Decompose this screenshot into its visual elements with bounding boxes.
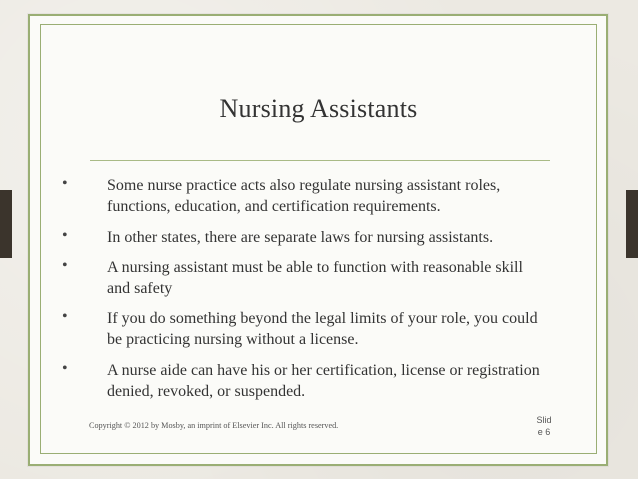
bullet-line: be practicing nursing without a license. [107, 331, 359, 348]
right-edge-tab [626, 190, 638, 258]
slide-number-line: e 6 [537, 427, 551, 437]
bullet-icon: • [62, 175, 68, 192]
bullet-line: functions, education, and certification requirements. [107, 198, 441, 215]
bullet-line: A nursing assistant must be able to function with reasonable skill [107, 259, 523, 276]
bullet-text [107, 360, 577, 402]
bullet-text [107, 257, 577, 299]
bullet-line: Some nurse practice acts also regulate nursing assistant roles, [107, 177, 501, 194]
bullet-text [107, 308, 577, 350]
bullet-icon: • [62, 308, 68, 325]
bullet-icon: • [62, 257, 68, 274]
bullet-text [107, 175, 577, 217]
bullet-icon: • [62, 360, 68, 377]
copyright-notice: Copyright © 2012 by Mosby, an imprint of Elsevier Inc. All rights reserved. [89, 421, 339, 430]
title-divider [90, 160, 550, 161]
bullet-line: and safety [107, 280, 173, 297]
bullet-line: In other states, there are separate laws for nursing assistants. [107, 229, 494, 246]
slide-number-line: Slid [536, 415, 552, 425]
slide-number [533, 414, 555, 438]
bullet-line: If you do something beyond the legal limits of your role, you could [107, 310, 538, 327]
left-edge-tab [0, 190, 12, 258]
bullet-line: denied, revoked, or suspended. [107, 383, 306, 400]
bullet-text [107, 227, 577, 248]
slide-title: Nursing Assistants [219, 94, 418, 123]
bullet-line: A nurse aide can have his or her certification, license or registration [107, 362, 540, 379]
bullet-icon: • [62, 227, 68, 244]
